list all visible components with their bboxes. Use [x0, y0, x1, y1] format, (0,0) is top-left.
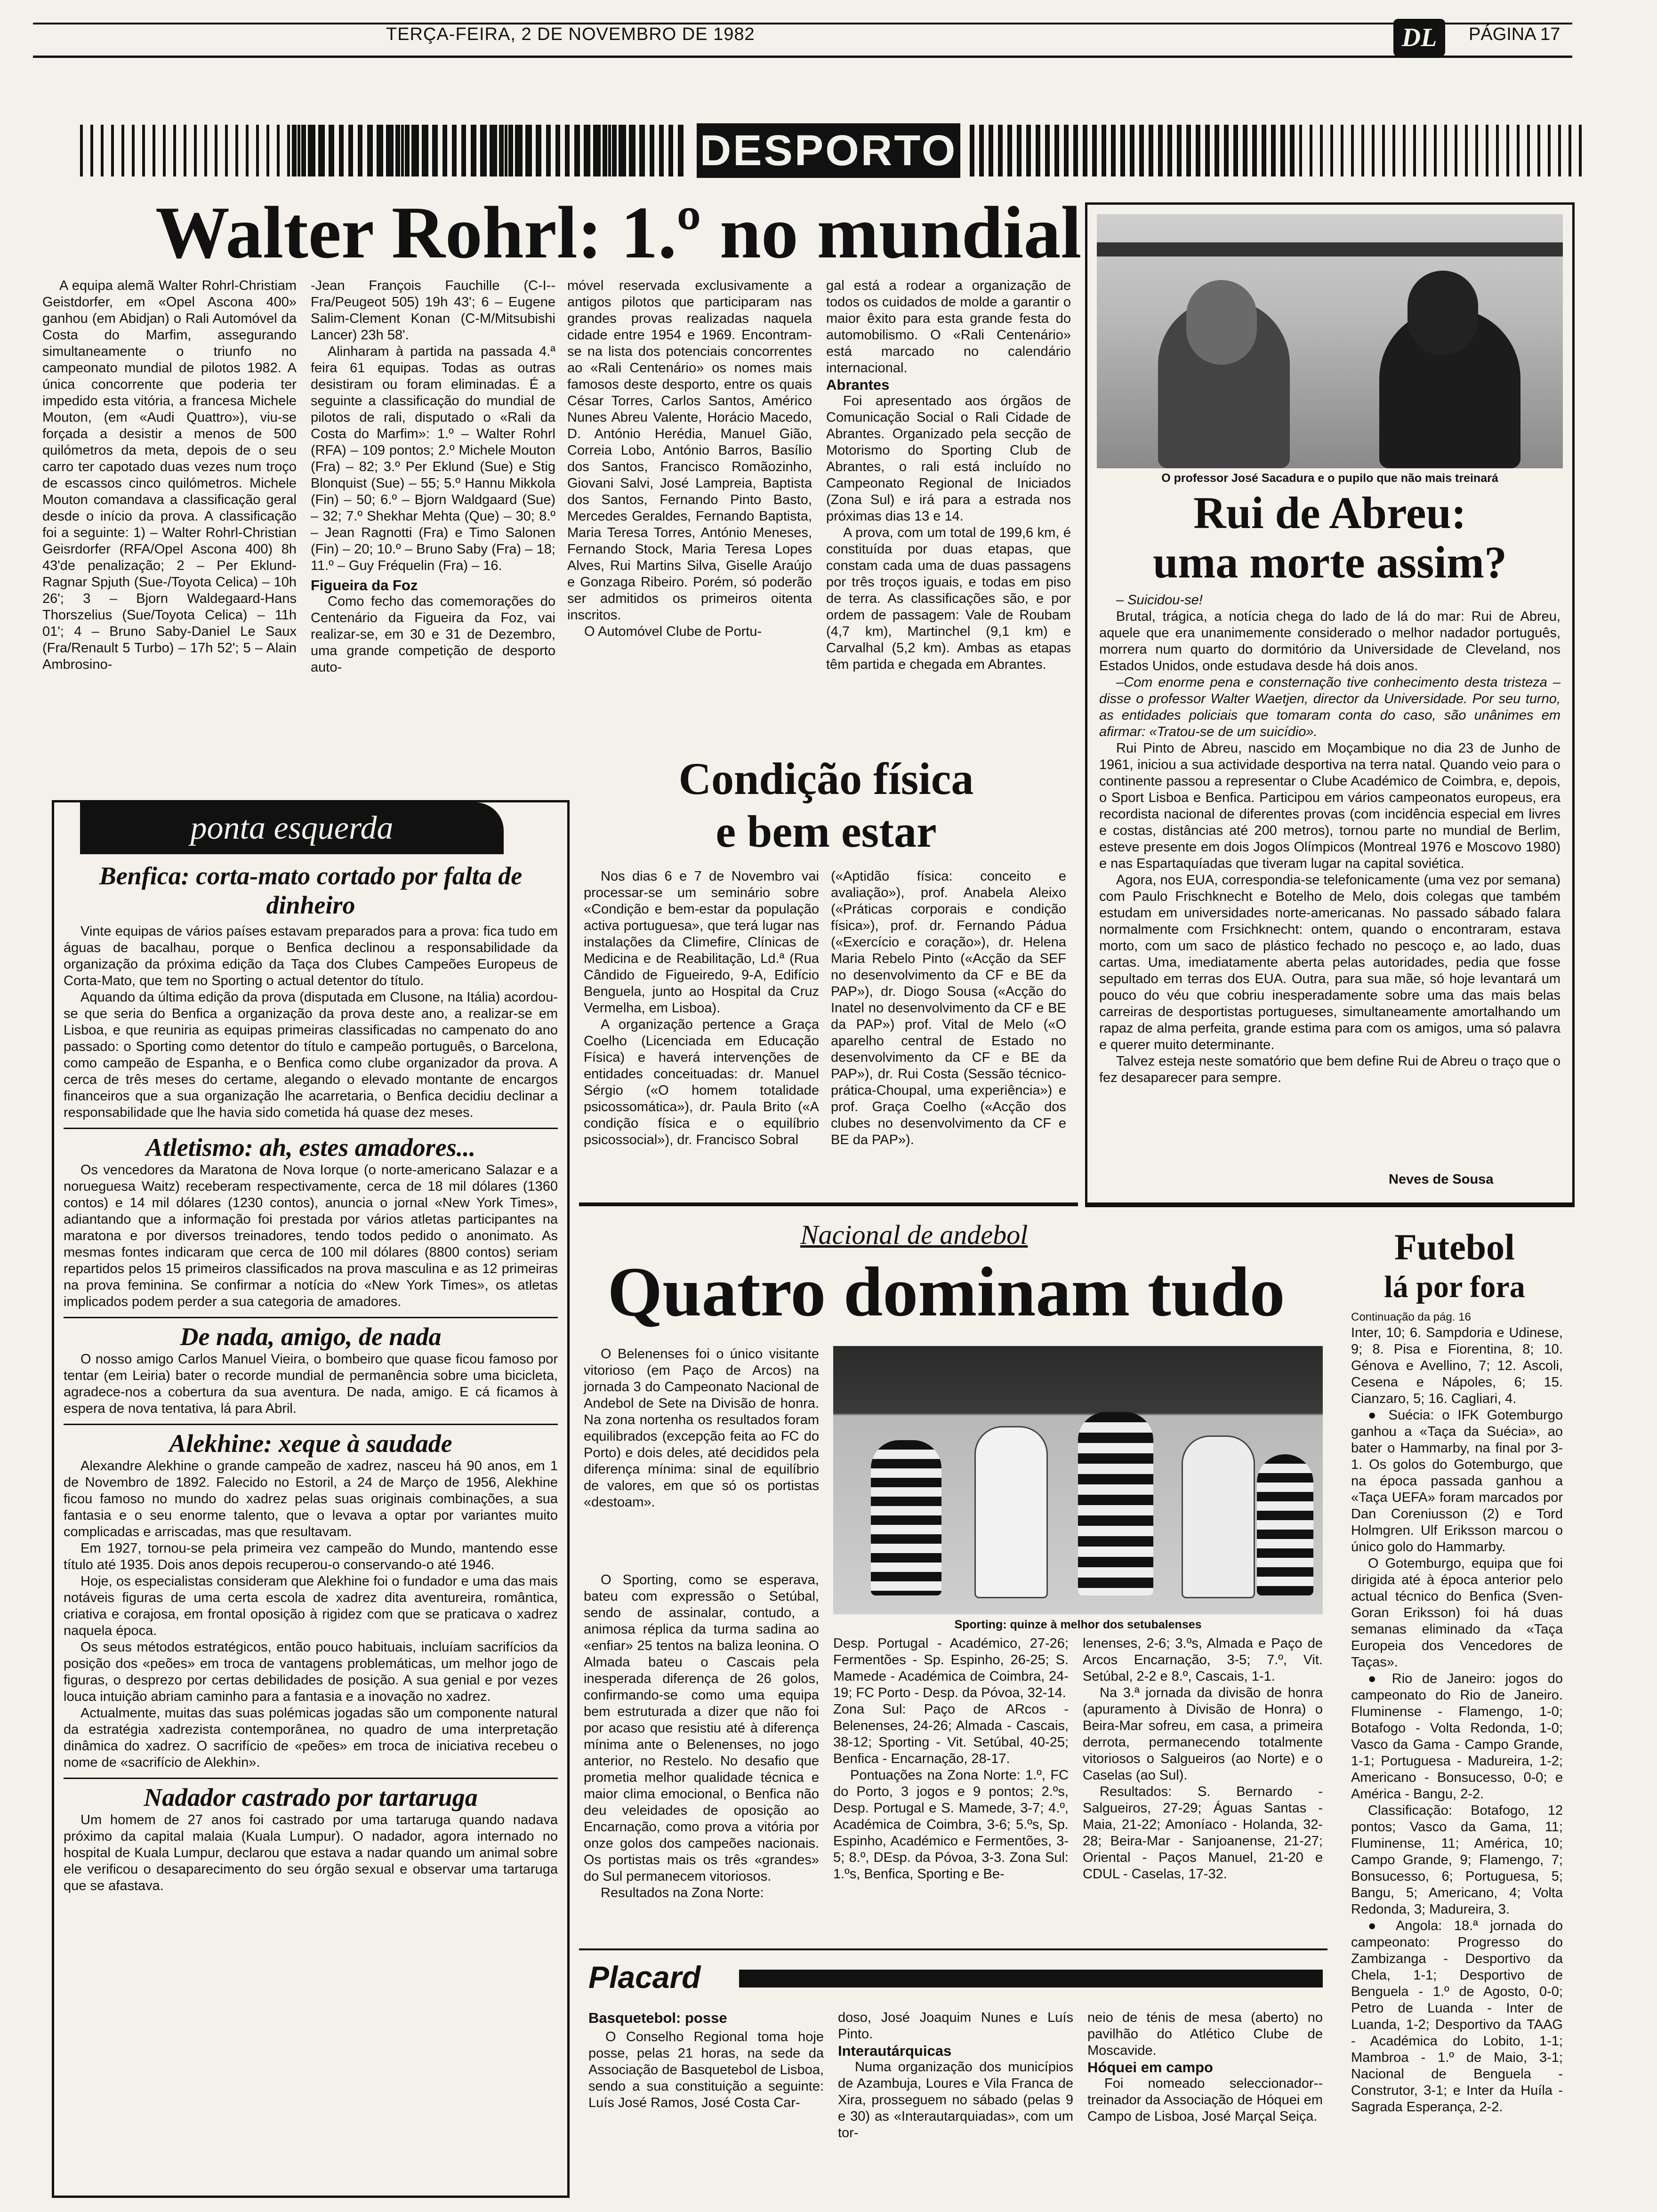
- section-hatch-right-dense: [970, 125, 1299, 176]
- masthead-date: TERÇA-FEIRA, 2 DE NOVEMBRO DE 1982: [386, 24, 755, 44]
- andebol-photo-caption: Sporting: quinze à melhor dos setubalenses: [954, 1618, 1202, 1631]
- condicao-col1: Nos dias 6 e 7 de Novembro vai processar-se um seminário sobre «Condição e bem-estar da população activa portuguesa», que terá lugar nas instalações da Climefire, Clínicas de Medicina e de Reabilitação, Ld.ª (Rua Cândido de Figueiredo, 9-A, Edifício Benguela, junto ao Hospital da Cruz Vermelha, em Lisboa). A organização pertence a Graça Coelho (Licenciada em Educação Física) e haverá intervenções de entidades conceituadas: dr. Manuel Sérgio («O homem totalidade psicossomática»), dr. Paula Brito («A condição física e o equilíbrio psicossocial»), dr. Francisco Sobral: [584, 869, 819, 1147]
- andebol-col3: Desp. Portugal - Académico, 27-26; Fermentões - Sp. Espinho, 26-25; S. Mamede - Académica de Coimbra, 24-19; FC Porto - Desp. da Póvoa, 32-14. Zona Sul: Paço de ARcos - Belenenses, 24-26; Almada - Cascais, 38-12; Sporting - Vit. Setúbal, 40-25; Benfica - Encarnação, 28-17. Pontuações na Zona Norte: 1.º, FC do Porto, 3 jogos e 9 pontos; 2.ºs, Desp. Portugal e S. Mamede, 3-7; 4.º, Académica de Coimbra, 3-6; 5.ºs, Sp. Espinho, Académico e Fermentões, 3-5; 8.º, DEsp. da Póvoa, 3-3. Zona Sul: 1.ºs, Benfica, Sporting e Be-: [833, 1636, 1069, 1882]
- placard-col1: Basquetebol: posse O Conselho Regional toma hoje posse, pelas 21 horas, na sede da Associação de Basquetebol de Lisboa, sendo a sua constituição a seguinte: Luís José Ramos, José Costa Car-: [588, 2010, 824, 2110]
- condicao-headline-2: e bem estar: [716, 806, 937, 857]
- rohrl-col3: móvel reservada exclusivamente a antigos pilotos que participaram nas grandes provas realizadas naquela cidade entre 1954 e 1969. Encontram-se na lista dos potenciais concorrentes ao «Rali Centenário» os nomes mais famosos deste desporto, entre os quais César Torres, Carlos Santos, Américo Nunes Abreu Valente, Horácio Macedo, D. António Herédia, Manuel Gião, Correia Lobo, António Barros, Basílio dos Santos, Francisco Romãozinho, Giovani Salvi, José Lampreia, Baptista dos Santos, Fernando Pinto Basto, Mercedes Geraldes, Fernando Baptista, Maria Teresa Torres, António Meneses, Fernando Stock, Maria Teresa Lopes Alves, Rui Martins Silva, Giselle Araújo e Gonzaga Ribeiro. Porém, só poderão ser admitidos os primeiros oitenta inscritos. O Automóvel Clube de Portu-: [567, 278, 812, 639]
- andebol-col4: lenenses, 2-6; 3.ºs, Almada e Paço de Arcos Encarnação, 3-5; 7.º, Vit. Setúbal, 2-2 e 8.º, Cascais, 1-1. Na 3.ª jornada da divisão de honra (apuramento à Divisão de Honra) o Beira-Mar sofreu, em casa, a primeira derrota, permanecendo totalmente vitoriosos o Salgueiros (ao Norte) e o Caselas (ao Sul). Resultados: S. Bernardo - Salgueiros, 27-29; Águas Santas - Maia, 21-22; Amoníaco - Holanda, 32-28; Beira-Mar - Sanjoanense, 21-27; Oriental - Paços Manuel, 21-20 e CDUL - Caselas, 17-32.: [1083, 1636, 1323, 1882]
- section-hatch-left-dense: [292, 125, 687, 176]
- andebol-kicker: Nacional de andebol: [800, 1219, 1028, 1250]
- newspaper-logo: DL: [1393, 19, 1445, 56]
- abreu-headline-2: uma morte assim?: [1153, 537, 1507, 587]
- ponta-head-de-nada: De nada, amigo, de nada: [180, 1322, 442, 1351]
- placard-head-hoquei: Hóquei em campo: [1087, 2059, 1213, 2076]
- rohrl-sub-abrantes: Abrantes: [826, 377, 890, 393]
- abreu-body: – Suicidou-se! Brutal, trágica, a notícia chega do lado de lá do mar: Rui de Abreu, aquele que era unanimemente considerado o melhor nadador português, morrera num quarto do dormitório da Universidade de Cleveland, nos Estados Unidos, onde estudava desde há dois anos. –Com enorme pena e consternação tive conhecimento desta tristeza – disse o professor Walter Waetjen, director da Universidade. Por seu turno, as entidades policiais que tomaram conta do caso, são unânimes em afirmar: «Tratou-se de um suicídio». Rui Pinto de Abreu, nascido em Moçambique no dia 23 de Junho de 1961, iniciou a sua actividade desportiva na terra natal. Quando veio para o continente passou a representar o Clube Académico de Coimbra, e, depois, o Sport Lisboa e Benfica. Participou em vários campeonatos europeus, era recordista nacional de diferentes provas (com incidência especial em livres e costas, distâncias até 200 metros), tornou parte no mundial de Berlim, esteve presente em dois Jogos Olímpicos (Montreal 1976 e Moscovo 1980) e nas Espartaquíadas que tiveram lugar na capital soviética. Agora, nos EUA, correspondia-se telefonicamente (uma vez por semana) com Paulo Frischknecht e Botelho de Melo, dois colegas que também estudam em universidades norte-americanas. No passado sábado falara normalmente com Frsichknecht: ontem, quando o encontraram, estava morto, com um saco de plástico fechado no pescoço e, ao lado, duas cartas. Uma, imediatamente aberta pelas autoridades, pedia que fosse sepultado em terras dos EUA. Outra, para sua mãe, só hoje levantará um pouco do véu que cobriu inesperadamente sobre uma das mais belas carreiras de desportistas portugueses, simultaneamente amortalhando um rapaz de alma perfeita, grande estima para com os amigos, uma só palavra e querer muito determinante. Talvez esteja neste somatório que bem define Rui de Abreu o traço que o fez desaparecer para sempre.: [1099, 593, 1560, 1085]
- condicao-headline-1: Condição física: [678, 753, 974, 804]
- ponta-head-benfica: Benfica: corta-mato cortado por falta de dinheiro: [99, 862, 523, 919]
- abreu-headline-1: Rui de Abreu:: [1193, 488, 1466, 538]
- futebol-body: Inter, 10; 6. Sampdoria e Udinese, 9; 8. Pisa e Fiorentina, 8; 10. Génova e Avellino, 7; 12. Ascoli, Cesena e Nápoles, 6; 15. Cianzaro, 5; 16. Cagliari, 4. ● Suécia: o IFK Gotemburgo ganhou a «Taça da Suécia», ao bater o Hammarby, na final por 3-1. Os golos do Gotemburgo, que na época passada ganhou a «Taça UEFA» foram marcados por Dan Coreniusson (2) e Tord Holmgren. Ulf Eriksson marcou o único golo do Hammarby. O Gotemburgo, equipa que foi dirigida até à época anterior pelo actual técnico do Benfica (Sven-Goran Eriksson) foi há duas semanas eliminado da «Taça Europeia dos Vencedores de Taças». ● Rio de Janeiro: jogos do campeonato do Rio de Janeiro. Fluminense - Flamengo, 1-0; Botafogo - Volta Redonda, 1-0; Vasco da Gama - Campo Grande, 1-1; Portuguesa - Madureira, 1-2; Americano - Bonsucesso, 0-0; e América - Bangu, 2-2. Classificação: Botafogo, 12 pontos; Vasco da Gama, 11; Fluminense, 11; América, 10; Campo Grande, 9; Flamengo, 7; Bonsucesso, 6; Portuguesa, 5; Bangu, 5; Americano, 4; Volta Redonda, 3; Madureira, 3. ● Angola: 18.ª jornada do campeonato: Progresso do Zambizanga - Desportivo da Chela, 1-1; Desportivo de Benguela - 1.º de Agosto, 0-0; Petro de Luanda - Inter de Luanda, 1-2; Desportivo da TAAG - Académica do Lobito, 1-1; Mambroa - 1.º de Maio, 3-1; Nacional de Benguela - Construtor, 3-1; e Inter da Huíla - Sagrada Esperança, 2-2.: [1351, 1325, 1563, 2115]
- ponta-head-atletismo: Atletismo: ah, estes amadores...: [145, 1133, 476, 1162]
- abreu-signature: Neves de Sousa: [1389, 1172, 1494, 1187]
- andebol-col2: O Sporting, como se esperava, bateu com expressão o Setúbal, sendo de assinalar, contudo, a animosa réplica da turma sadina ao «enfiar» 25 tentos na baliza leonina. O Almada bateu o Cascais pela inesperada diferença de 26 golos, confirmando-se como uma equipa bem estruturada a dizer que não foi por acaso que resistiu até à diferença mínima ante o Belenenses, no jogo anterior, no Restelo. No desafio que prometia melhor qualidade técnica e maior clima emocional, o Benfica não deu veleidades de oposição ao Encarnação, como prova a vitória por onze golos dos campeões nacionais. Os portistas mais os três «grandes» do Sul permanecem vitoriosos. Resultados na Zona Norte:: [584, 1572, 819, 1900]
- rohrl-col1: A equipa alemã Walter Rohrl-Christiam Geistdorfer, em «Opel Ascona 400» ganhou (em Abidjan) o Rali Automóvel da Costa do Marfim, assegurando simultaneamente o triunfo no campeonato mundial de pilotos 1982. A única concorrente que poderia ter impedido esta vitória, a francesa Michele Mouton, (em «Audi Quattro»), viu-se forçada a desistir a menos de 500 quilómetros da meta, depois de o seu carro ter capotado duas vezes num troço de escassos cinco quilómetros. Michele Mouton comandava a classificação geral desde o início da prova. A classificação foi a seguinte: 1) – Walter Rohrl-Christian Geisrdorfer (RFA/Opel Ascona 400) 8h 43'de penalização; 2 – Per Eklund-Ragnar Spjuth (Sue-/Toyota Celica) – 10h 26'; 3 – Bjorn Waldegaard-Hans Thorszelius (Sue/Toyota Celica) – 11h 01'; 4 – Bruno Saby-Daniel Le Saux (Fra/Renault 5 Turbo) – 17h 52'; 5 – Alain Ambrosino-: [42, 278, 297, 672]
- andebol-headline: Quatro dominam tudo: [607, 1253, 1285, 1331]
- rohrl-headline: Walter Rohrl: 1.º no mundial: [155, 192, 1082, 274]
- andebol-photo: [833, 1346, 1323, 1614]
- futebol-headline-1: Futebol: [1394, 1226, 1515, 1267]
- placard-col3: neio de ténis de mesa (aberto) no pavilhão do Atlético Clube de Moscavide. Hóquei em campo Foi nomeado seleccionador--treinador da Associação de Hóquei em Campo de Lisboa, José Marçal Seiça.: [1087, 2010, 1323, 2124]
- ponta-head-nadador: Nadador castrado por tartaruga: [144, 1783, 478, 1811]
- ponta-logo: ponta esquerda: [80, 802, 504, 854]
- section-hatch-right: [1299, 125, 1582, 176]
- rohrl-sub-figueira: Figueira da Foz: [311, 577, 418, 593]
- ponta-head-alekhine: Alekhine: xeque à saudade: [169, 1429, 452, 1458]
- section-title: DESPORTO: [697, 123, 960, 178]
- abreu-photo: [1097, 214, 1563, 468]
- futebol-headline-2: lá por fora: [1384, 1270, 1525, 1304]
- page-number: PÁGINA 17: [1469, 24, 1560, 44]
- placard-head-basquetebol: Basquetebol: posse: [588, 2010, 727, 2026]
- placard-logo: Placard: [588, 1960, 701, 1995]
- rohrl-col2: -Jean François Fauchille (C-I--Fra/Peugeot 505) 19h 43'; 6 – Eugene Salim-Clement Konan (C-M/Mitsubishi Lancer) 23h 58'. Alinharam à partida na passada 4.ª feira 61 equipas. Todas as outras desistiram ou foram eliminadas. É a seguinte a classificação do mundial de pilotos de rali, disputado o «Rali da Costa do Marfim»: 1.º – Walter Rohrl (RFA) – 109 pontos; 2.º Michele Mouton (Fra) – 82; 3.º Per Eklund (Sue) e Stig Blonquist (Sue) – 55; 5.º Hannu Mikkola (Fin) – 50; 6.º – Bjorn Waldgaard (Sue) – 32; 7.º Shekhar Mehta (Que) – 30; 8.º – Jean Ragnotti (Fra) e Timo Salonen (Fin) – 20; 10.º – Bruno Saby (Fra) – 18; 11.º – Guy Fréquelin (Fra) – 16. Figueira da Foz Como fecho das comemorações do Centenário da Figueira da Foz, vai realizar-se, em 30 e 31 de Dezembro, uma grande competição de desporto auto-: [311, 278, 555, 675]
- condicao-col2: («Aptidão física: conceito e avaliação»), prof. Anabela Aleixo («Práticas corporais e condição física»), prof. dr. Fernando Pádua («Exercício e coração»), dr. Helena Maria Rebelo Pinto («Acção da SEF no desenvolvimento da CF e BE da PAP»), dr. Diogo Sousa («Acção do Inatel no desenvolvimento da CF e BE da PAP») prof. Vital de Melo («O aparelho central de Estado no desenvolvimento da CF e BE da PAP»), dr. Rui Costa (Sessão técnico-prática-Choupal, uma experiência») e prof. Graça Coelho («Acção dos clubes no desenvolvimento da CF e BE da PAP»).: [831, 869, 1066, 1147]
- placard-col2: doso, José Joaquim Nunes e Luís Pinto. Interautárquicas Numa organização dos municípios de Azambuja, Loures e Vila Franca de Xira, prosseguem no sábado (pelas 9 e 30) as «Interautarquiadas», com um tor-: [838, 2010, 1073, 2140]
- ponta-content: Benfica: corta-mato cortado por falta de dinheiro Vinte equipas de vários países estavam preparados para a prova: fica tudo em águas de bacalhau, porque o Benfica declinou a responsabilidade da organização da próxima edição da Taça dos Clubes Campeões Europeus de Corta-Mato, que tem no Sporting o actual detentor do título. Aquando da última edição da prova (disputada em Clusone, na Itália) acordou-se que seria do Benfica a organização da prova deste ano, a realizar-se em Lisboa, e que reuniria as equipas primeiras classificadas no campenato do ano passado: o Sporting como detentor do título e campeão português, o Barcelona, como campeão de Espanha, e o Benfica como clube organizador da prova. A cerca de três meses do certame, alegando o elevado montante de encargos financeiros que a sua organização lhe acarretaria, o Benfica decidiu declinar a responsabilidade que lhe havia sido cometida há quase dez meses. Atletismo: ah, estes amadores... Os vencedores da Maratona de Nova Iorque (o norte-americano Salazar e a norueguesa Waitz) receberam respectivamente, cerca de 18 mil dólares (1360 contos) e 14 mil dólares (1230 contos), anuncia o jornal «New York Times», adiantando que a informação foi prestada por vários atletas participantes na maratona e por diversos treinadores, tendo todos pedido o anonimato. As mesmas fontes indicaram que cerca de 100 mil dólares (8800 contos) seriam repartidos pelos 15 primeiros classificados na prova masculina e as 12 primeiras na prova feminina. Se confirmar a notícia do «New York Times», os atletas implicados podem perder a sua categoria de amadores. De nada, amigo, de nada O nosso amigo Carlos Manuel Vieira, o bombeiro que quase ficou famoso por tentar (em Leiria) bater o recorde mundial de permanência sobre uma bicicleta, agradece-nos a cobertura da sua aventura. De nada, amigo. E cá ficamos à espera de nova tentativa, lá para Abril. Alekhine: xeque à saudade Alexandre Alekhine o grande campeão de xadrez, nasceu há 90 anos, em 1 de Novembro de 1892. Falecido no Estoril, a 24 de Março de 1956, Alekhine ficou famoso no mundo do xadrez pelas suas originais combinações, a sua fantasia e o seu enorme talento, que o levava a optar por variantes muito complicadas e arriscadas, mas que resultavam. Em 1927, tornou-se pela primeira vez campeão do Mundo, mantendo esse título até 1935. Dois anos depois recuperou-o conservando-o até 1946. Hoje, os especialistas consideram que Alekhine foi o fundador e uma das mais notáveis figuras de uma certa escola de xadrez dita aventureira, romântica, criativa e corajosa, em frontal oposição à rigidez com que se praticava o xadrez naquela época. Os seus métodos estratégicos, então pouco habituais, incluíam sacrifícios da posição dos «peões» em troca de vantagens problemáticas, um melhor jogo de figuras, o desprezo por certas debilidades de posição. A sua genial e por vezes louca intuição abriam caminho para a fantasia e a inovação no xadrez. Actualmente, muitas das suas polémicas jogadas são um componente natural da estratégia xadrezista contemporânea, no quadro de uma interpretação dinâmica do xadrez. O sacrifício de «peões» em troca de iniciativa recebeu o nome de «sacrifício de Alekhin». Nadador castrado por tartaruga Um homem de 27 anos foi castrado por uma tartaruga quando nadava próximo da capital malaia (Kuala Lumpur). O nadador, agora internado no hospital de Kuala Lumpur, declarou que estava a nadar quando um animal sobre ele verificou o desaparecimento do seu órgão sexual e observar uma tartaruga que se afastava.: [64, 862, 558, 1893]
- futebol-continuation: Continuação da pág. 16: [1351, 1311, 1471, 1323]
- rohrl-col4: gal está a rodear a organização de todos os cuidados de molde a garantir o maior êxito para esta grande festa do automobilismo. O «Rali Centenário» está marcado no calendário internacional. Abrantes Foi apresentado aos órgãos de Comunicação Social o Rali Cidade de Abrantes. Organizado pela secção de Motorismo do Sporting Club de Abrantes, o rali está incluído no Campeonato Regional de Iniciados (Zona Sul) e irá para a estrada nos próximas dias 13 e 14. A prova, com um total de 199,6 km, é constituída por duas etapas, que constam cada uma de duas passagens por três troços iguais, e todas em piso de terra. As classificações são, e por ordem de passagem: Vale de Roubam (4,7 km), Martinchel (9,1 km) e Carvalhal (5,2 km). Ambas as etapas têm partida e chegada em Abrantes.: [826, 278, 1071, 672]
- abreu-photo-caption: O professor José Sacadura e o pupilo que não mais treinará: [1161, 472, 1498, 485]
- placard-head-interautarquicas: Interautárquicas: [838, 2043, 952, 2059]
- andebol-col1: O Belenenses foi o único visitante vitorioso (em Paço de Arcos) na jornada 3 do Campeonato Nacional de Andebol de Sete na Divisão de honra. Na zona nortenha os resultados foram equilibrados (excepção feita ao FC do Porto) e dois deles, até decididos pela diferença mínima: sinal de equilíbrio de valores, em que só os portistas «destoam».: [584, 1346, 819, 1510]
- placard-bar: [739, 1970, 1323, 1988]
